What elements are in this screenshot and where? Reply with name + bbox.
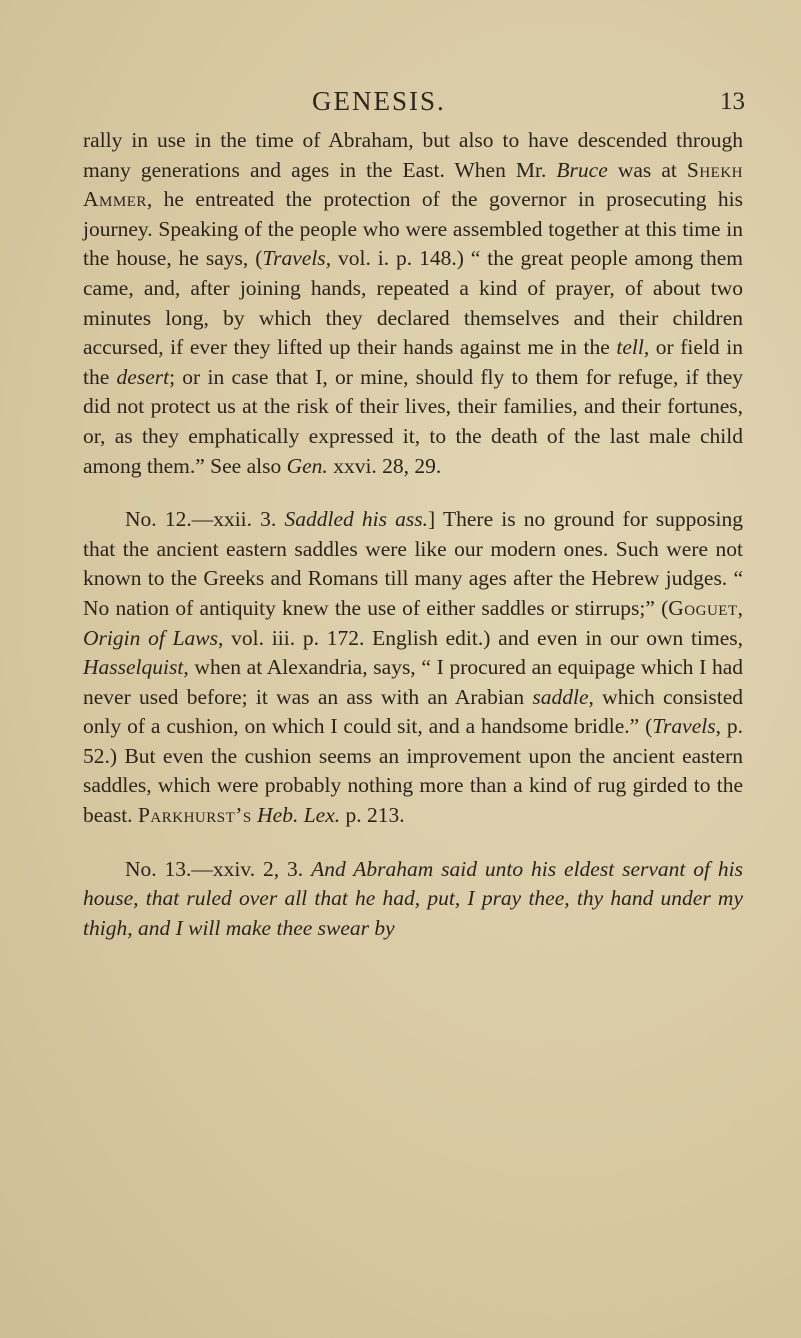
text-run: p. 213. <box>340 803 405 828</box>
text-run: , vol. i. p. 148.) “ the great people among them came, and, after joining hands, repeated a kind of prayer, of about two minutes long, by which they declared themselves and their children accursed, if ever they lifted up their hands against me in the <box>83 246 744 360</box>
italic-run: Heb. Lex. <box>257 803 341 828</box>
text-run: was at <box>607 157 687 182</box>
text-run: xxvi. 28, 29. <box>327 453 442 478</box>
text-run: , when at Alexandria, says, “ I procured an equipage which I had never used before; it was an ass with an Arabian <box>83 655 743 709</box>
italic-run: Travels <box>652 714 716 739</box>
text-run: , he entreated the protection of the governor in prosecuting his journey. Speaking of the people who were assembled together at this time in the house, he says, ( <box>83 187 743 271</box>
paragraph-gap <box>83 831 743 855</box>
text-run: , or field in the <box>83 335 743 389</box>
text-run: , vol. iii. p. 172. English edit.) and even in our own times, <box>218 625 744 650</box>
italic-run: Bruce <box>556 157 608 182</box>
text-run: , which consisted only of a cushion, on which I could sit, and a handsome bridle.” ( <box>83 684 744 739</box>
italic-run: desert <box>116 364 170 389</box>
text-run: No. 13.—xxiv. 2, 3. <box>125 856 312 881</box>
paragraph-2 <box>83 505 743 831</box>
paragraph-1 <box>83 126 743 481</box>
text-run: , p. 52.) But even the cushion seems an improvement upon the ancient eastern saddles, which were probably nothing more than a kind of rug girded to the beast. <box>83 714 743 828</box>
text-run: No. 12.—xxii. 3. <box>125 507 285 532</box>
italic-run: saddle <box>532 684 589 709</box>
italic-run: Origin of Laws <box>83 625 219 650</box>
small-caps-run: Shekh Ammer <box>83 157 744 212</box>
text-run: , <box>737 595 743 620</box>
small-caps-run: Parkhurst’s <box>137 803 252 828</box>
italic-run: Hasselquist <box>83 655 184 680</box>
text-run: rally in use in the time of Abraham, but also to have descended through many generations and ages in the East. When Mr. <box>83 128 743 182</box>
italic-run: Gen. <box>286 453 328 478</box>
paragraph-3 <box>83 855 743 944</box>
running-title: GENESIS. <box>312 86 446 116</box>
page-header <box>0 86 801 126</box>
text-run: ; or in case that I, or mine, should fly to them for refuge, if they did not protect us at the risk of their lives, their families, and their fortunes, or, as they emphatically expressed it, to the death of the last male child among them.” See also <box>83 364 743 478</box>
body-text <box>83 126 743 943</box>
italic-run: tell <box>616 335 644 360</box>
page-number: 13 <box>720 88 745 115</box>
small-caps-run: Goguet <box>668 595 738 620</box>
italic-run: Saddled his ass. <box>284 507 429 532</box>
text-run: ] There is no ground for supposing that the ancient eastern saddles were like our modern ones. Such were not known to the Greeks and Romans till many ages after the Hebrew judges. “ No nation of antiquity knew the use of either saddles or stirrups;” ( <box>83 507 743 620</box>
paragraph-gap <box>83 481 743 505</box>
italic-run: Travels <box>262 246 326 271</box>
italic-run: And Abraham said unto his eldest servant of his house, that ruled over all that he had, put, I pray thee, thy hand under my thigh, and I will make thee swear by <box>83 856 743 940</box>
